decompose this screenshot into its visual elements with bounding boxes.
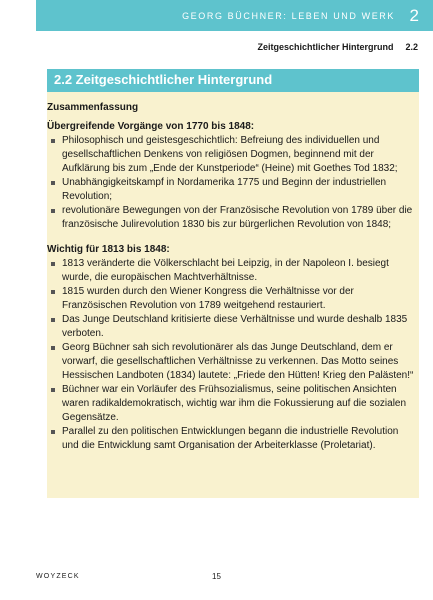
bullet-square-icon [51,181,55,185]
section-subheader [0,42,418,52]
bullet-square-icon [51,262,55,266]
running-header-bar [36,0,433,31]
list-item: 1815 wurden durch den Wiener Kongress die Verhältnisse vor der Französischen Revolution von 1789 weitgehend restauriert. [45,285,417,313]
bullet-square-icon [51,346,55,350]
list-item: revolutionäre Bewegungen von der Französische Revolution von 1789 über die französische Julirevolution 1830 bis zur bürgerlichen Revolution von 1848; [45,204,417,232]
group-heading-1770-1848: Übergreifende Vorgänge von 1770 bis 1848: [47,121,255,132]
bullet-square-icon [51,209,55,213]
section-title-bar [47,69,419,92]
section-number: 2.2 [405,42,418,52]
list-item: Parallel zu den politischen Entwicklungen begann die industrielle Revolution und die Entwicklung samt Organisation der Arbeiterklasse (Proletariat). [45,425,417,453]
bullet-list-1813-1848 [45,257,417,453]
list-item: Philosophisch und geistesgeschichtlich: Befreiung des individuellen und gesellschaftlichen Denkens von religiösen Dogmen, beginnend mit der Aufklärung bis zum „Ende der Kunstperiode“ (Heine) mit Goethes Tod 1832; [45,134,417,176]
page-number: 15 [212,572,221,581]
summary-content [45,101,417,453]
list-item: Das Junge Deutschland kritisierte diese Verhältnisse und wurde deshalb 1835 verboten. [45,313,417,341]
summary-heading: Zusammenfassung [47,102,139,113]
list-item: Georg Büchner sah sich revolutionärer als das Junge Deutschland, dem er vorwarf, die gesellschaftlichen Verhältnisse zu verkennen. Das Motto seines Hessischen Landboten (1834) lautete: „Friede den Hütten! Krieg den Palästen!“ [45,341,417,383]
group-heading-1813-1848: Wichtig für 1813 bis 1848: [47,244,170,255]
footer-book-title: WOYZECK [36,573,80,580]
bullet-square-icon [51,388,55,392]
bullet-square-icon [51,290,55,294]
bullet-square-icon [51,318,55,322]
bullet-list-1770-1848 [45,134,417,232]
list-item: Unabhängigkeitskampf in Nordamerika 1775 und Beginn der industriellen Revolution; [45,176,417,204]
bullet-square-icon [51,430,55,434]
section-label: Zeitgeschichtlicher Hintergrund [257,42,394,52]
bullet-square-icon [51,139,55,143]
list-item: 1813 veränderte die Völkerschlacht bei Leipzig, in der Napoleon I. besiegt wurde, die europäischen Machtverhältnisse. [45,257,417,285]
running-title: GEORG BÜCHNER: LEBEN UND WERK [182,11,395,21]
section-title: 2.2 Zeitgeschichtlicher Hintergrund [54,72,273,87]
list-item: Büchner war ein Vorläufer des Frühsozialismus, seine politischen Ansichten waren radikaldemokratisch, wichtig war ihm die Fokussierung auf die sozialen Gegensätze. [45,383,417,425]
chapter-number: 2 [409,6,419,25]
